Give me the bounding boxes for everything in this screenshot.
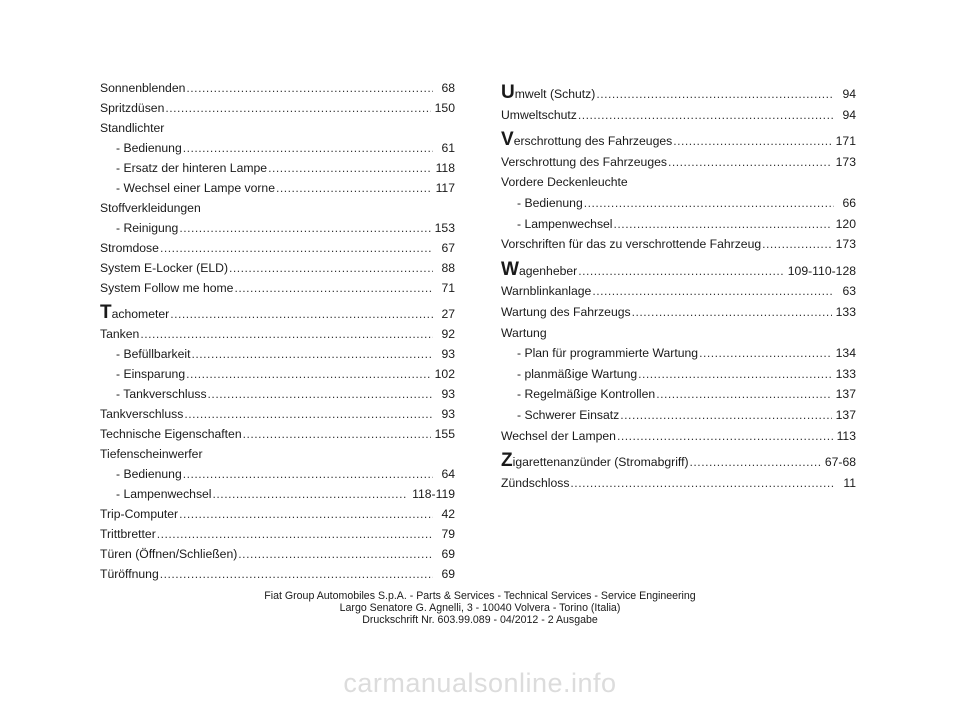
entry-label: Umweltschutz	[501, 107, 577, 122]
entry-page-number: 94	[842, 87, 856, 101]
entry-page-number: 92	[441, 327, 455, 341]
entry-label: - Wechsel einer Lampe vorne	[116, 181, 275, 195]
entry-label: Zigarettenanzünder (Stromabgriff)	[501, 450, 689, 472]
entry-page-number: 27	[441, 307, 455, 321]
index-subentry	[501, 384, 856, 405]
dot-leader	[243, 424, 431, 444]
index-entry	[100, 504, 455, 524]
entry-page-number: 137	[835, 387, 856, 402]
entry-label: Umwelt (Schutz)	[501, 82, 596, 103]
dot-leader	[578, 105, 834, 126]
dot-leader	[656, 384, 831, 405]
entry-page-number: 66	[842, 195, 856, 210]
entry-label: Türöffnung	[100, 567, 159, 581]
index-subentry	[100, 158, 455, 178]
dot-leader	[617, 426, 833, 447]
footer-line-3: Druckschrift Nr. 603.99.089 - 04/2012 - 2 Ausgabe	[362, 614, 598, 626]
entry-label: Verschrottung des Fahrzeuges	[501, 129, 673, 151]
index-entry	[501, 105, 856, 126]
dot-leader	[592, 281, 834, 302]
entry-page-number: 118	[435, 161, 455, 175]
entry-label: Tachometer	[100, 302, 170, 323]
entry-label: - Plan für programmierte Wartung	[517, 346, 699, 361]
entry-page-number: 42	[441, 507, 455, 521]
entry-page-number: 153	[434, 221, 455, 235]
index-entry	[501, 152, 856, 173]
entry-label: Wechsel der Lampen	[501, 428, 616, 443]
entry-page-number: 118-119	[412, 487, 455, 501]
entry-label: Spritzdüsen	[100, 101, 165, 115]
index-subentry	[100, 384, 455, 404]
index-entry	[100, 424, 455, 444]
entry-page-number: 68	[441, 81, 455, 95]
dot-leader	[160, 238, 433, 258]
entry-label: Trip-Computer	[100, 507, 179, 521]
index-entry	[100, 404, 455, 424]
entry-label: - Lampenwechsel	[517, 216, 613, 231]
entry-page-number: 102	[434, 367, 455, 381]
index-heading: Wartung	[501, 325, 547, 340]
entry-label: Zündschloss	[501, 475, 570, 490]
index-entry	[501, 426, 856, 447]
dot-leader	[157, 524, 433, 544]
index-entry	[501, 281, 856, 302]
dot-leader	[699, 343, 832, 364]
dot-leader	[183, 138, 433, 158]
dot-leader	[238, 544, 433, 564]
dot-leader	[690, 452, 821, 473]
dot-leader	[673, 131, 831, 152]
index-entry	[501, 234, 856, 255]
index-subentry	[100, 484, 455, 504]
dot-leader	[186, 364, 431, 384]
index-column-left	[100, 78, 455, 584]
dot-leader	[570, 473, 834, 494]
index-entry	[100, 324, 455, 344]
entry-label: Tankverschluss	[100, 407, 184, 421]
index-entry	[100, 564, 455, 584]
entry-page-number: 134	[835, 346, 856, 361]
dot-leader	[160, 564, 433, 584]
entry-label: - planmäßige Wartung	[517, 366, 638, 381]
dot-leader	[184, 404, 433, 424]
entry-page-number: 69	[441, 567, 455, 581]
index-subentry	[100, 464, 455, 484]
index-entry	[100, 98, 455, 118]
entry-page-number: 69	[441, 547, 455, 561]
entry-label: Tanken	[100, 327, 140, 341]
entry-page-number: 113	[836, 428, 856, 443]
dot-leader	[192, 344, 433, 364]
entry-page-number: 155	[434, 427, 455, 441]
entry-page-number: 173	[835, 237, 856, 252]
entry-label: Türen (Öffnen/Schließen)	[100, 547, 238, 561]
entry-page-number: 67	[441, 241, 455, 255]
dot-leader	[186, 78, 433, 98]
entry-page-number: 93	[441, 387, 455, 401]
entry-label: - Befüllbarkeit	[116, 347, 191, 361]
index-subentry	[501, 364, 856, 385]
dot-leader	[596, 84, 834, 105]
dot-leader	[632, 302, 832, 323]
entry-label: Vorschriften für das zu verschrottende Fahrzeug	[501, 237, 762, 252]
entry-label: Trittbretter	[100, 527, 156, 541]
index-subentry	[100, 364, 455, 384]
index-entry	[501, 473, 856, 494]
entry-page-number: 173	[835, 154, 856, 169]
entry-page-number: 93	[441, 407, 455, 421]
dot-leader	[638, 364, 832, 385]
dot-leader	[208, 384, 433, 404]
entry-label: Stromdose	[100, 241, 159, 255]
index-entry	[100, 278, 455, 298]
entry-label: - Ersatz der hinteren Lampe	[116, 161, 268, 175]
footer-line-1: Fiat Group Automobiles S.p.A. - Parts & Services - Technical Services - Service Engineering	[264, 590, 696, 602]
entry-label: - Schwerer Einsatz	[517, 407, 620, 422]
index-entry	[100, 78, 455, 98]
entry-page-number: 120	[835, 216, 856, 231]
index-entry	[100, 303, 455, 324]
entry-label: Verschrottung des Fahrzeuges	[501, 154, 667, 169]
entry-page-number: 133	[835, 366, 856, 381]
entry-page-number: 71	[441, 281, 455, 295]
index-entry	[100, 544, 455, 564]
entry-page-number: 63	[842, 284, 856, 299]
entry-page-number: 61	[441, 141, 455, 155]
entry-label: - Bedienung	[116, 141, 182, 155]
dot-leader	[614, 214, 832, 235]
index-entry	[501, 260, 856, 282]
dot-leader	[179, 504, 433, 524]
dot-leader	[170, 304, 433, 324]
index-entry	[501, 83, 856, 105]
entry-page-number: 67-68	[824, 455, 856, 470]
entry-page-number: 150	[434, 101, 455, 115]
dot-leader	[213, 484, 409, 504]
index-entry	[100, 238, 455, 258]
entry-label: - Bedienung	[116, 467, 182, 481]
index-column-right	[501, 78, 856, 493]
dot-leader	[140, 324, 433, 344]
dot-leader	[229, 258, 433, 278]
index-entry	[501, 302, 856, 323]
entry-page-number: 11	[843, 475, 856, 490]
entry-page-number: 79	[441, 527, 455, 541]
dot-leader	[668, 152, 832, 173]
entry-label: - Regelmäßige Kontrollen	[517, 387, 656, 402]
index-heading: Standlichter	[100, 121, 165, 135]
dot-leader	[179, 218, 430, 238]
entry-page-number: 94	[842, 107, 856, 122]
index-subentry	[100, 344, 455, 364]
entry-page-number: 109-110-128	[787, 263, 856, 278]
dot-leader	[620, 405, 831, 426]
index-heading: Tiefenscheinwerfer	[100, 447, 203, 461]
entry-page-number: 88	[441, 261, 455, 275]
dot-leader	[578, 261, 784, 282]
entry-page-number: 171	[835, 134, 856, 149]
dot-leader	[584, 193, 834, 214]
entry-label: Sonnenblenden	[100, 81, 186, 95]
dot-leader	[234, 278, 433, 298]
entry-page-number: 64	[441, 467, 455, 481]
index-subentry	[100, 178, 455, 198]
publisher-footer	[0, 590, 960, 626]
dot-leader	[183, 464, 433, 484]
entry-label: - Einsparung	[116, 367, 186, 381]
entry-page-number: 117	[435, 181, 455, 195]
index-entry	[100, 524, 455, 544]
index-heading: Stoffverkleidungen	[100, 201, 201, 215]
dot-leader	[276, 178, 432, 198]
entry-label: - Lampenwechsel	[116, 487, 212, 501]
dot-leader	[165, 98, 430, 118]
index-subentry	[501, 193, 856, 214]
entry-page-number: 93	[441, 347, 455, 361]
entry-label: Warnblinkanlage	[501, 284, 592, 299]
index-subentry	[100, 218, 455, 238]
index-entry	[501, 130, 856, 152]
watermark: carmanualsonline.info	[343, 668, 617, 698]
entry-label: System E-Locker (ELD)	[100, 261, 228, 275]
entry-label: - Tankverschluss	[116, 387, 207, 401]
entry-page-number: 133	[835, 304, 856, 319]
index-subentry	[100, 138, 455, 158]
index-subentry	[501, 343, 856, 364]
entry-label: Wartung des Fahrzeugs	[501, 304, 631, 319]
dot-leader	[268, 158, 431, 178]
entry-label: - Bedienung	[517, 195, 583, 210]
entry-label: Wagenheber	[501, 258, 578, 280]
footer-line-2: Largo Senatore G. Agnelli, 3 - 10040 Volvera - Torino (Italia)	[339, 602, 621, 614]
index-subentry	[501, 214, 856, 235]
index-heading: Vordere Deckenleuchte	[501, 175, 628, 190]
entry-label: System Follow me home	[100, 281, 234, 295]
entry-label: - Reinigung	[116, 221, 179, 235]
entry-page-number: 137	[835, 407, 856, 422]
entry-label: Technische Eigenschaften	[100, 427, 242, 441]
index-entry	[100, 258, 455, 278]
index-subentry	[501, 405, 856, 426]
dot-leader	[762, 234, 832, 255]
index-entry	[501, 451, 856, 473]
